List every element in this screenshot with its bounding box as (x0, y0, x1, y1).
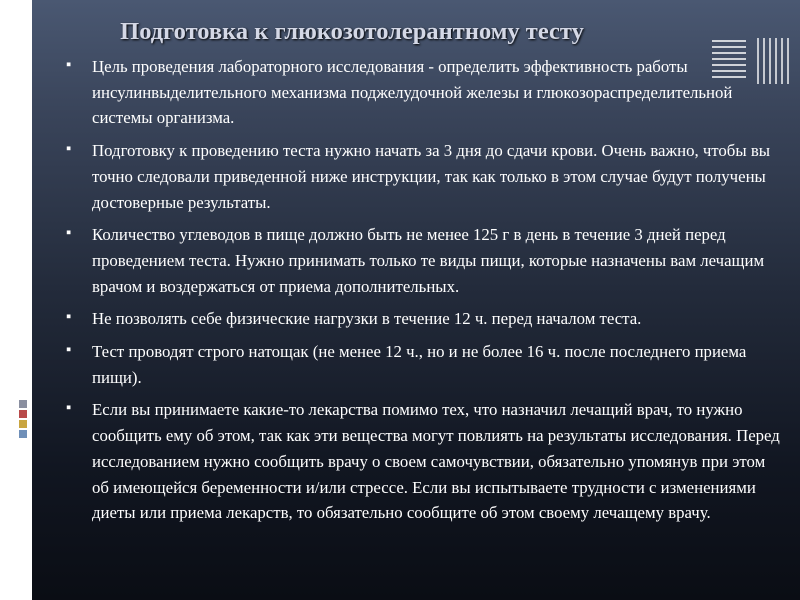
bullet-item-4 (66, 306, 786, 332)
bullet-item-2 (66, 138, 786, 215)
bullet-item-1 (66, 54, 786, 131)
bullet-list (66, 54, 786, 533)
side-square-2 (19, 410, 27, 418)
bullet-marker: ▪ (66, 309, 72, 326)
side-square-4 (19, 430, 27, 438)
left-margin-strip (0, 0, 32, 600)
slide (32, 0, 800, 600)
bullet-text: Не позволять себе физические нагрузки в течение 12 ч. перед началом теста. (92, 309, 642, 329)
bullet-text: Если вы принимаете какие-то лекарства помимо тех, что назначил лечащий врач, то нужно сообщить ему об этом, так как эти вещества могут повлиять на результаты исследования. Перед исследованием нужно сообщить врачу о своем самочувствии, обязательно упомянув при этом об имеющейся беременности и/или стрессе. Если вы испытываете трудности с изменениями диеты или приема лекарств, то обязательно сообщите об этом своему лечащему врачу. (92, 400, 780, 523)
bullet-marker: ▪ (66, 57, 72, 73)
bullet-item-5 (66, 339, 786, 390)
bullet-marker: ▪ (66, 342, 72, 359)
side-square-3 (19, 420, 27, 428)
bullet-text: Тест проводят строго натощак (не менее 12 ч., но и не более 16 ч. после последнего приема пищи). (92, 342, 747, 387)
bullet-text: Подготовку к проведению теста нужно начать за 3 дня до сдачи крови. Очень важно, чтобы вы точно следовали приведенной ниже инструкции, так как только в этом случае будут получены достоверные результаты. (92, 141, 771, 212)
bullet-text: Цель проведения лабораторного исследования - определить эффективность работы инсулинвыделительного механизма поджелудочной железы и глюкозораспределительной системы организма. (92, 57, 733, 128)
bullet-marker: ▪ (66, 225, 72, 242)
bullet-marker: ▪ (66, 400, 72, 417)
bullet-text: Количество углеводов в пище должно быть не менее 125 г в день в течение 3 дней перед проведением теста. Нужно принимать только те виды пищи, которые назначены вам лечащим врачом и воздержаться от приема дополнительных. (92, 225, 765, 296)
side-square-1 (19, 400, 27, 408)
bullet-item-3 (66, 222, 786, 299)
bullet-item-6 (66, 397, 786, 526)
slide-title: Подготовка к глюкозотолерантному тесту (120, 18, 584, 45)
bullet-marker: ▪ (66, 141, 72, 158)
